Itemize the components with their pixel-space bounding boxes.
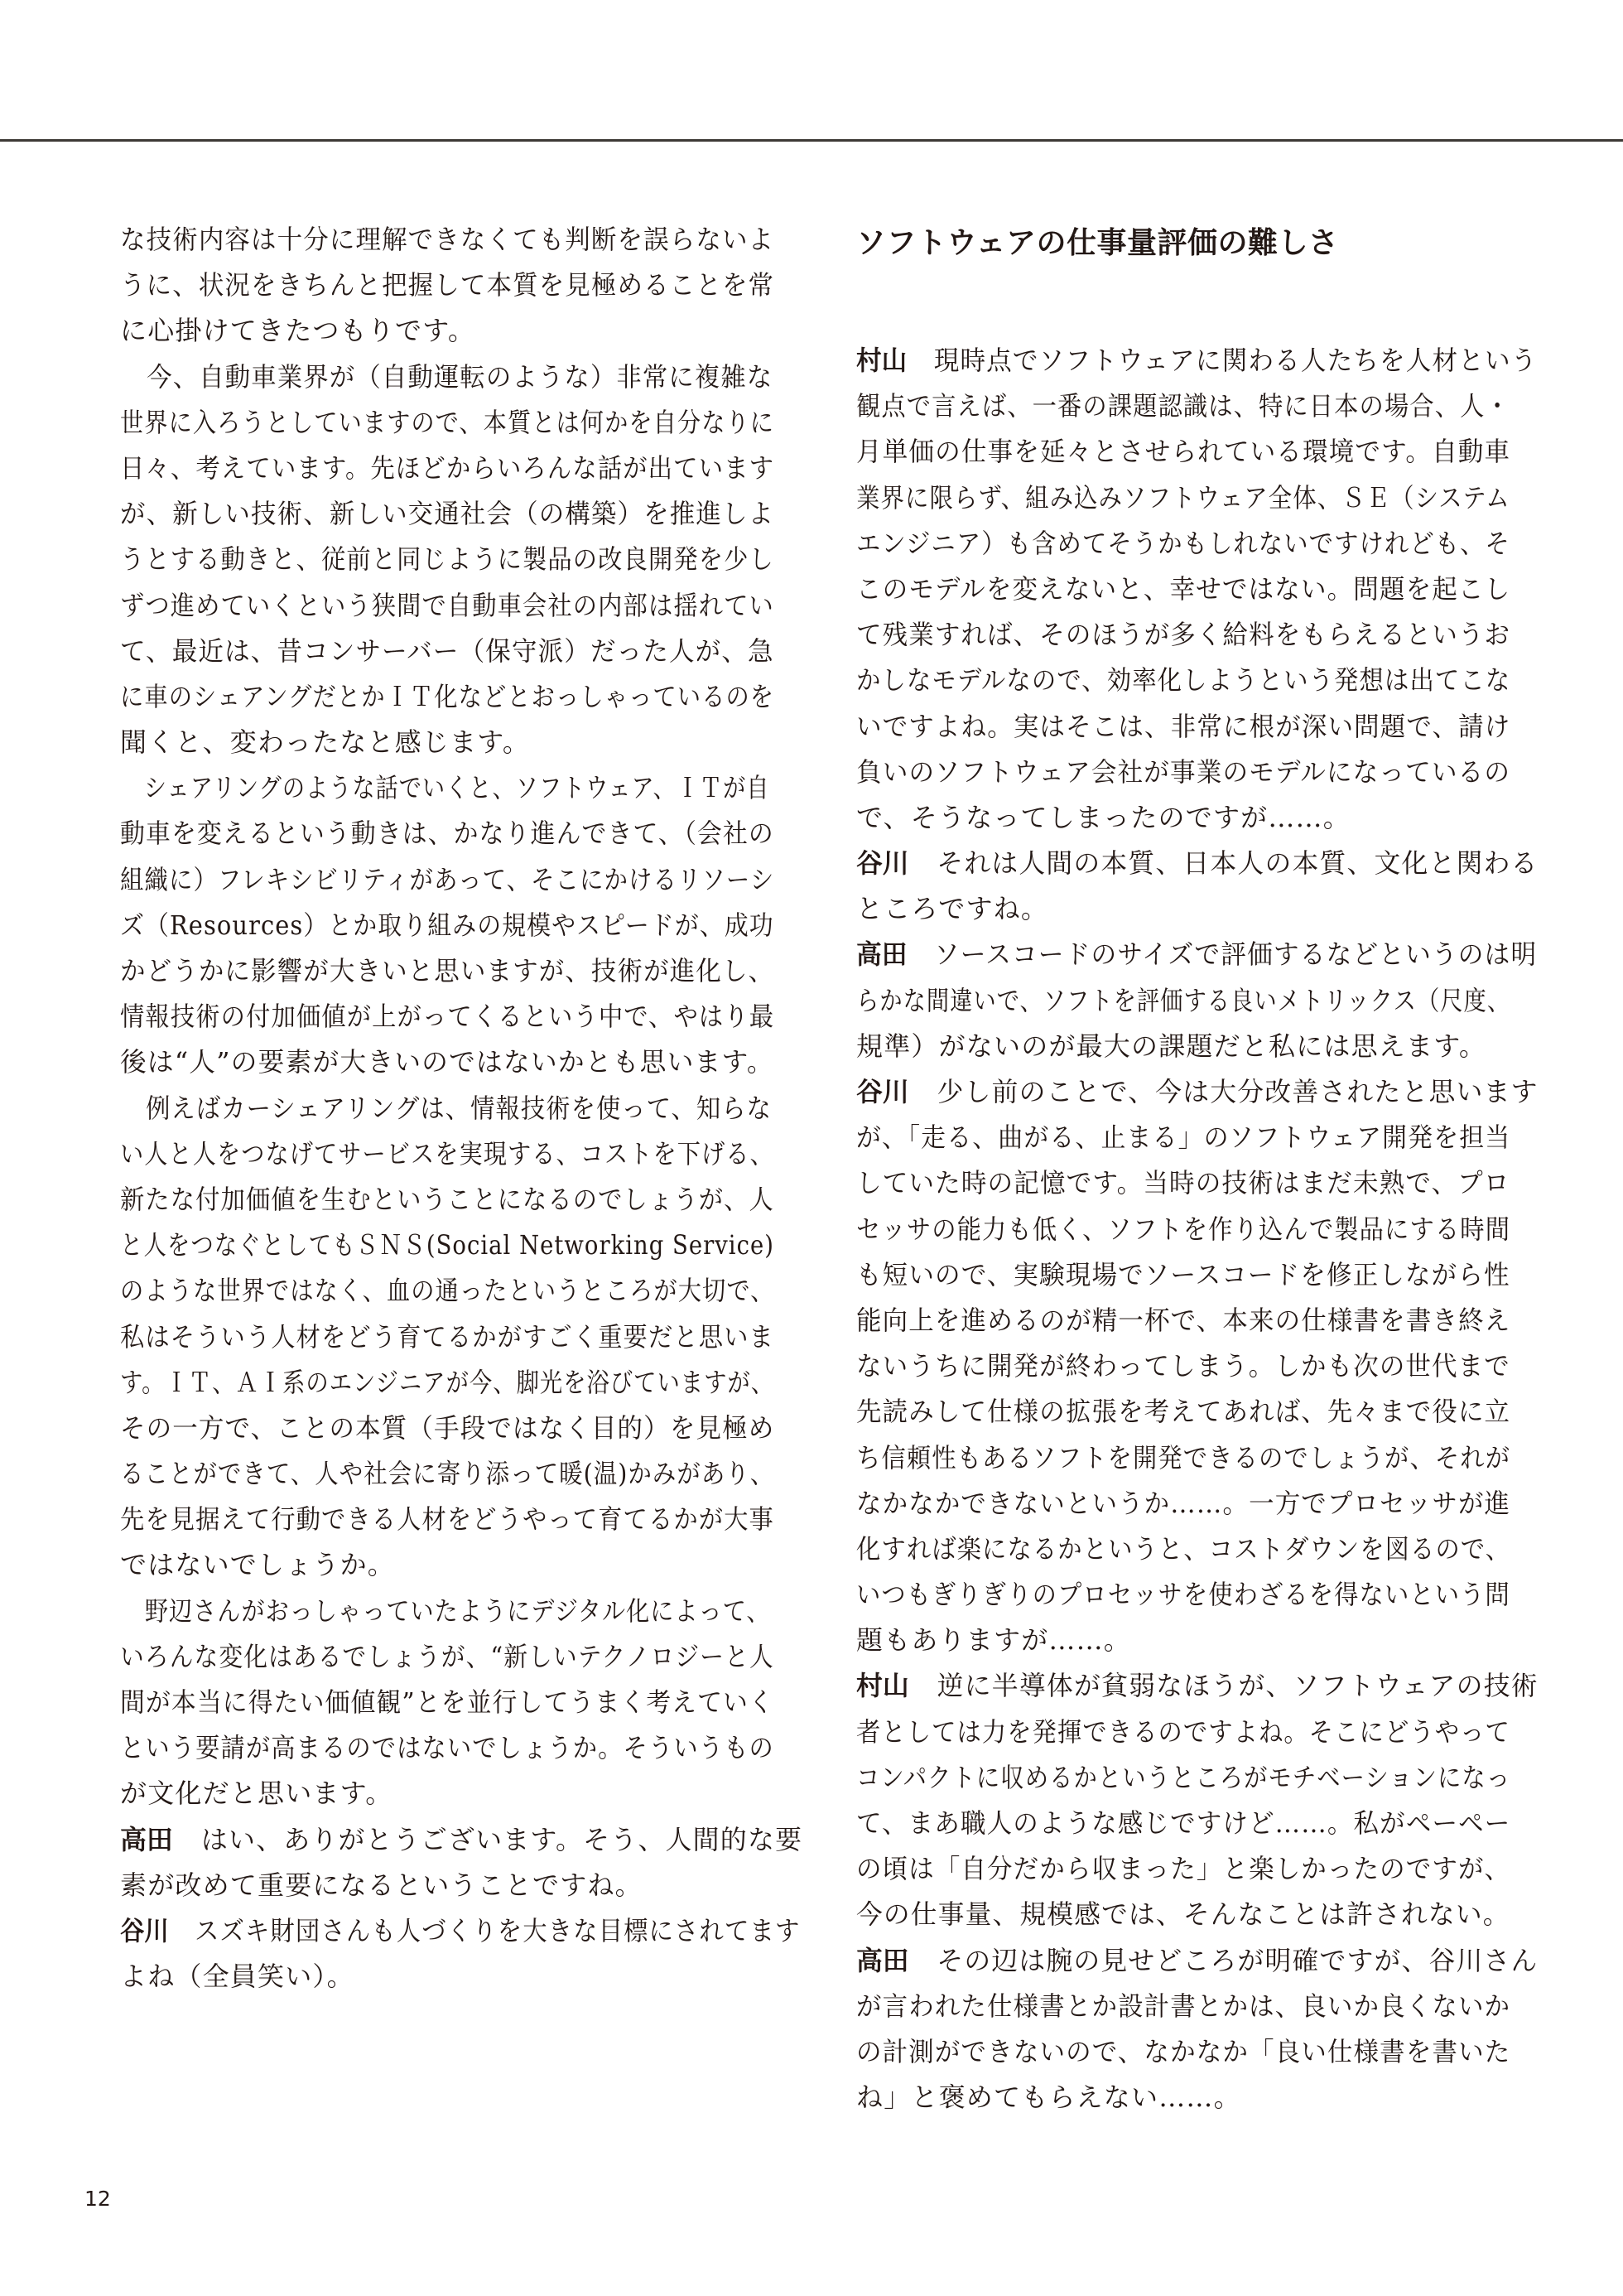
section-heading: ソフトウェアの仕事量評価の難しさ [856, 226, 1339, 260]
line-text: て、まあ職人のような感じですけど……。私がペーペー [856, 1807, 1511, 1839]
text-line [120, 1589, 771, 1634]
line-text: うに、状況をきちんと把握して本質を見極めることを常 [120, 269, 775, 301]
line-text: 逆に半導体が貧弱なほうが、ソフトウェアの技術 [937, 1670, 1539, 1702]
line-text: セッサの能力も低く、ソフトを作り込んで製品にする時間 [856, 1213, 1511, 1245]
line-text: 間が本当に得たい価値観”とを並行してうまく考えていく [120, 1686, 774, 1718]
text-line [120, 1771, 783, 1816]
line-text: らかな間違いで、ソフトを評価する良いメトリックス（尺度、 [856, 984, 1511, 1016]
line-text: 先読みして仕様の拡張を考えてあれば、先々まで役に立 [856, 1396, 1511, 1428]
text-line [856, 750, 1511, 795]
line-text: に車のシェアングだとかＩＴ化などとおっしゃっているのを [120, 680, 775, 712]
line-text: が文化だと思います。 [120, 1777, 393, 1810]
text-line [856, 1435, 1511, 1481]
line-text: 動車を変えるという動きは、かなり進んできて、（会社の [120, 818, 774, 850]
line-text: い人と人をつなげてサービスを実現する、コストを下げる、 [120, 1137, 774, 1170]
text-line [120, 1725, 774, 1771]
text-line [120, 1223, 774, 1268]
text-line [856, 612, 1511, 658]
line-text: な技術内容は十分に理解できなくても判断を誤らないよ [120, 224, 775, 255]
line-text: 規準）がないのが最大の課題だと私には思えます。 [856, 1030, 1487, 1062]
text-line [856, 1984, 1511, 2029]
text-line [120, 1131, 774, 1177]
text-line [120, 811, 774, 856]
speaker-line [856, 1663, 1539, 1709]
text-line [856, 429, 1511, 475]
line-text: 月単価の仕事を延々とさせられている環境です。自動車 [856, 436, 1511, 468]
text-line [856, 1481, 1511, 1527]
speaker-line [120, 1908, 801, 1954]
line-text: 後は“人”の要素が大きいのではないかとも思います。 [120, 1046, 774, 1078]
left-column [120, 217, 803, 1999]
line-text: 能向上を進めるのが精一杯で、本来の仕様書を書き終え [856, 1304, 1511, 1336]
line-text: 業界に限らず、組み込みソフトウェア全体、ＳＥ（システム [856, 481, 1510, 514]
text-line [120, 857, 775, 903]
text-line [120, 1406, 775, 1451]
line-text: も短いので、実験現場でソースコードを修正しながら性 [856, 1258, 1510, 1290]
text-line [120, 446, 775, 491]
line-text: よね（全員笑い）。 [120, 1961, 354, 1993]
line-text: で、そうなってしまったのですが……。 [856, 801, 1351, 833]
text-line [120, 355, 773, 400]
text-line [120, 674, 775, 720]
line-text: 日々、考えています。先ほどからいろんな話が出ています [120, 451, 775, 484]
text-line [856, 521, 1510, 567]
text-line [120, 1497, 774, 1542]
line-text: スズキ財団さんも人づくりを大きな目標にされてます [194, 1914, 801, 1946]
text-line [120, 1680, 774, 1725]
line-text: ないうちに開発が終わってしまう。しかも次の世代まで [856, 1350, 1510, 1382]
speaker-name: 谷川 [856, 847, 909, 880]
line-text: ね」と褒めてもらえない……。 [856, 2081, 1241, 2114]
speaker-line [120, 1817, 803, 1863]
line-text: いつもぎりぎりのプロセッサを使わざるを得ないという問 [856, 1579, 1510, 1611]
line-text: の頃は「自分だから収まった」と楽しかったのですが、 [856, 1853, 1511, 1885]
speaker-line [856, 338, 1538, 383]
page-number: 12 [84, 2187, 111, 2211]
speaker-name: 村山 [856, 1670, 909, 1702]
line-text: うとする動きと、従前と同じように製品の改良開発を少し [120, 543, 774, 576]
line-text: て残業すれば、そのほうが多く給料をもらえるというお [856, 619, 1511, 651]
right-column [856, 217, 1539, 2120]
line-text: 少し前のことで、今は大分改善されたと思います [937, 1076, 1539, 1107]
text-line [856, 1572, 1510, 1618]
line-text: その一方で、ことの本質（手段ではなく目的）を見極め [120, 1411, 775, 1444]
line-text: シェアリングのような話でいくと、ソフトウェア、ＩＴが自 [143, 772, 770, 804]
text-line [120, 491, 775, 537]
line-text: と人をつなぐとしてもＳＮＳ(Social Networking Service) [120, 1229, 774, 1261]
line-text: 素が改めて重要になるということですね。 [120, 1869, 643, 1901]
text-line [856, 704, 1511, 750]
speaker-line [856, 932, 1538, 977]
line-text: 先を見据えて行動できる人材をどうやって育てるかが大事 [120, 1503, 774, 1536]
line-text: のような世界ではなく、血の通ったというところが大切で、 [120, 1275, 775, 1307]
text-line [856, 1024, 1519, 1069]
line-text: 野辺さんがおっしゃっていたようにデジタル化によって、 [144, 1594, 771, 1627]
line-text: いですよね。実はそこは、非常に根が深い問題で、請け [856, 710, 1511, 742]
text-line [856, 1527, 1511, 1572]
line-text: 組織に）フレキシビリティがあって、そこにかけるリソーシ [120, 863, 775, 895]
line-text: に心掛けてきたつもりです。 [120, 315, 476, 347]
line-text: ソースコードのサイズで評価するなどというのは明 [933, 938, 1538, 971]
line-text: ち信頼性もあるソフトを開発できるのでしょうが、それが [856, 1441, 1511, 1474]
text-line [856, 2029, 1511, 2075]
line-text: という要請が高まるのではないでしょうか。そういうもの [120, 1732, 774, 1764]
text-line [856, 886, 1519, 932]
text-line [120, 765, 770, 811]
line-text: て、最近は、昔コンサーバー（保守派）だった人が、急 [120, 634, 774, 667]
text-line [120, 400, 775, 446]
line-text: 私はそういう人材をどう育てるかがすごく重要だと思いま [120, 1320, 774, 1353]
text-line [120, 1360, 775, 1406]
text-line [856, 1115, 1511, 1160]
line-text: 者としては力を発揮できるのですよね。そこにどうやって [856, 1715, 1510, 1748]
line-text: が、「走る、曲がる、止まる」のソフトウェア開発を担当 [856, 1121, 1511, 1154]
line-text: このモデルを変えないと、幸せではない。問題を起こし [856, 572, 1511, 605]
line-text: エンジニア）も含めてそうかもしれないですけれども、そ [856, 527, 1510, 559]
header-rule [0, 139, 1623, 142]
text-line [120, 1086, 773, 1131]
line-text: ずつ進めていくという狭間で自動車会社の内部は揺れてい [120, 589, 774, 621]
text-line [856, 1343, 1510, 1389]
text-line [120, 263, 775, 308]
line-text: 題もありますが……。 [856, 1624, 1132, 1657]
line-text: 今の仕事量、規模感では、そんなことは許されない。 [856, 1898, 1510, 1931]
text-line [856, 1207, 1511, 1252]
text-line [120, 1954, 783, 1999]
speaker-name: 高田 [856, 1944, 909, 1976]
text-line [120, 1451, 775, 1497]
line-text: 世界に入ろうとしていますので、本質とは何かを自分なりに [120, 406, 775, 438]
line-text: 聞くと、変わったなと感じます。 [120, 726, 531, 759]
text-line [856, 475, 1510, 521]
text-line [856, 1298, 1511, 1343]
right-column-body [856, 338, 1539, 2120]
text-line [120, 308, 783, 354]
text-line [856, 1755, 1511, 1801]
line-text: なかなかできないというか……。一方でプロセッサが進 [856, 1487, 1511, 1519]
text-line [120, 217, 775, 263]
line-text: 負いのソフトウェア会社が事業のモデルになっているの [856, 755, 1511, 788]
text-line [120, 720, 783, 765]
line-text: 現時点でソフトウェアに関わる人たちを人材という [933, 345, 1538, 376]
line-text: それは人間の本質、日本人の本質、文化と関わる [937, 847, 1539, 880]
line-text: ところですね。 [856, 893, 1049, 925]
text-line [856, 1389, 1511, 1435]
text-line [856, 567, 1511, 612]
text-line [120, 903, 774, 948]
speaker-name: 高田 [120, 1823, 173, 1855]
line-text: 新たな付加価値を生むということになるのでしょうが、人 [120, 1183, 774, 1215]
line-text: かどうかに影響が大きいと思いますが、技術が進化し、 [120, 955, 775, 986]
text-line [120, 629, 774, 674]
text-line [120, 1863, 783, 1908]
text-line [856, 658, 1511, 703]
text-line [120, 583, 774, 629]
line-text: ることができて、人や社会に寄り添って暖(温)かみがあり、 [120, 1458, 775, 1490]
line-text: 今、自動車業界が（自動運転のような）非常に複雑な [147, 360, 773, 393]
speaker-line [856, 1938, 1539, 1984]
text-line [856, 978, 1511, 1024]
text-line [856, 1618, 1519, 1663]
text-line [856, 1846, 1511, 1892]
line-text: ズ（Resources）とか取り組みの規模やスピードが、成功 [120, 909, 774, 941]
text-line [120, 537, 774, 582]
speaker-name: 村山 [856, 345, 908, 376]
text-line [120, 1039, 778, 1085]
line-text: いろんな変化はあるでしょうが、“新しいテクノロジーと人 [120, 1640, 774, 1672]
speaker-name: 谷川 [120, 1914, 169, 1946]
speaker-name: 高田 [856, 938, 908, 971]
line-text: コンパクトに収めるかというところがモチベーションになっ [856, 1761, 1511, 1793]
line-text: ではないでしょうか。 [120, 1549, 396, 1581]
text-line [120, 948, 775, 994]
line-text: が、新しい技術、新しい交通社会（の構築）を推進しよ [120, 498, 775, 530]
line-text: かしなモデルなので、効率化しようという発想は出てこな [856, 664, 1511, 697]
text-line [120, 1177, 774, 1223]
text-line [856, 795, 1519, 841]
text-line [120, 1268, 775, 1314]
speaker-line [856, 841, 1539, 886]
line-text: す。ＩＴ、ＡＩ系のエンジニアが今、脚光を浴びていますが、 [120, 1366, 775, 1398]
text-line [856, 2075, 1519, 2120]
line-text: はい、ありがとうございます。そう、人間的な要 [200, 1823, 803, 1855]
text-line [120, 994, 775, 1039]
line-text: 情報技術の付加価値が上がってくるという中で、やはり最 [120, 1001, 775, 1033]
line-text: が言われた仕様書とか設計書とかは、良いか良くないか [856, 1990, 1511, 2022]
text-line [120, 1542, 783, 1588]
text-line [856, 383, 1510, 429]
line-text: していた時の記憶です。当時の技術はまだ未熟で、プロ [856, 1167, 1510, 1199]
line-text: の計測ができないので、なかなか「良い仕様書を書いた [856, 2035, 1511, 2067]
text-line [856, 1892, 1513, 1937]
text-line [856, 1160, 1510, 1206]
line-text: その辺は腕の見せどころが明確ですが、谷川さん [937, 1944, 1539, 1976]
text-line [856, 1801, 1511, 1846]
text-line [856, 1710, 1510, 1755]
line-text: 化すれば楽になるかというと、コストダウンを図るので、 [856, 1532, 1511, 1565]
text-line [120, 1634, 774, 1680]
text-line [856, 1252, 1510, 1298]
line-text: 例えばカーシェアリングは、情報技術を使って、知らな [146, 1092, 773, 1124]
line-text: 観点で言えば、一番の課題認識は、特に日本の場合、人・ [856, 390, 1510, 422]
speaker-name: 谷川 [856, 1076, 909, 1107]
speaker-line [856, 1069, 1539, 1115]
text-line [120, 1314, 774, 1360]
